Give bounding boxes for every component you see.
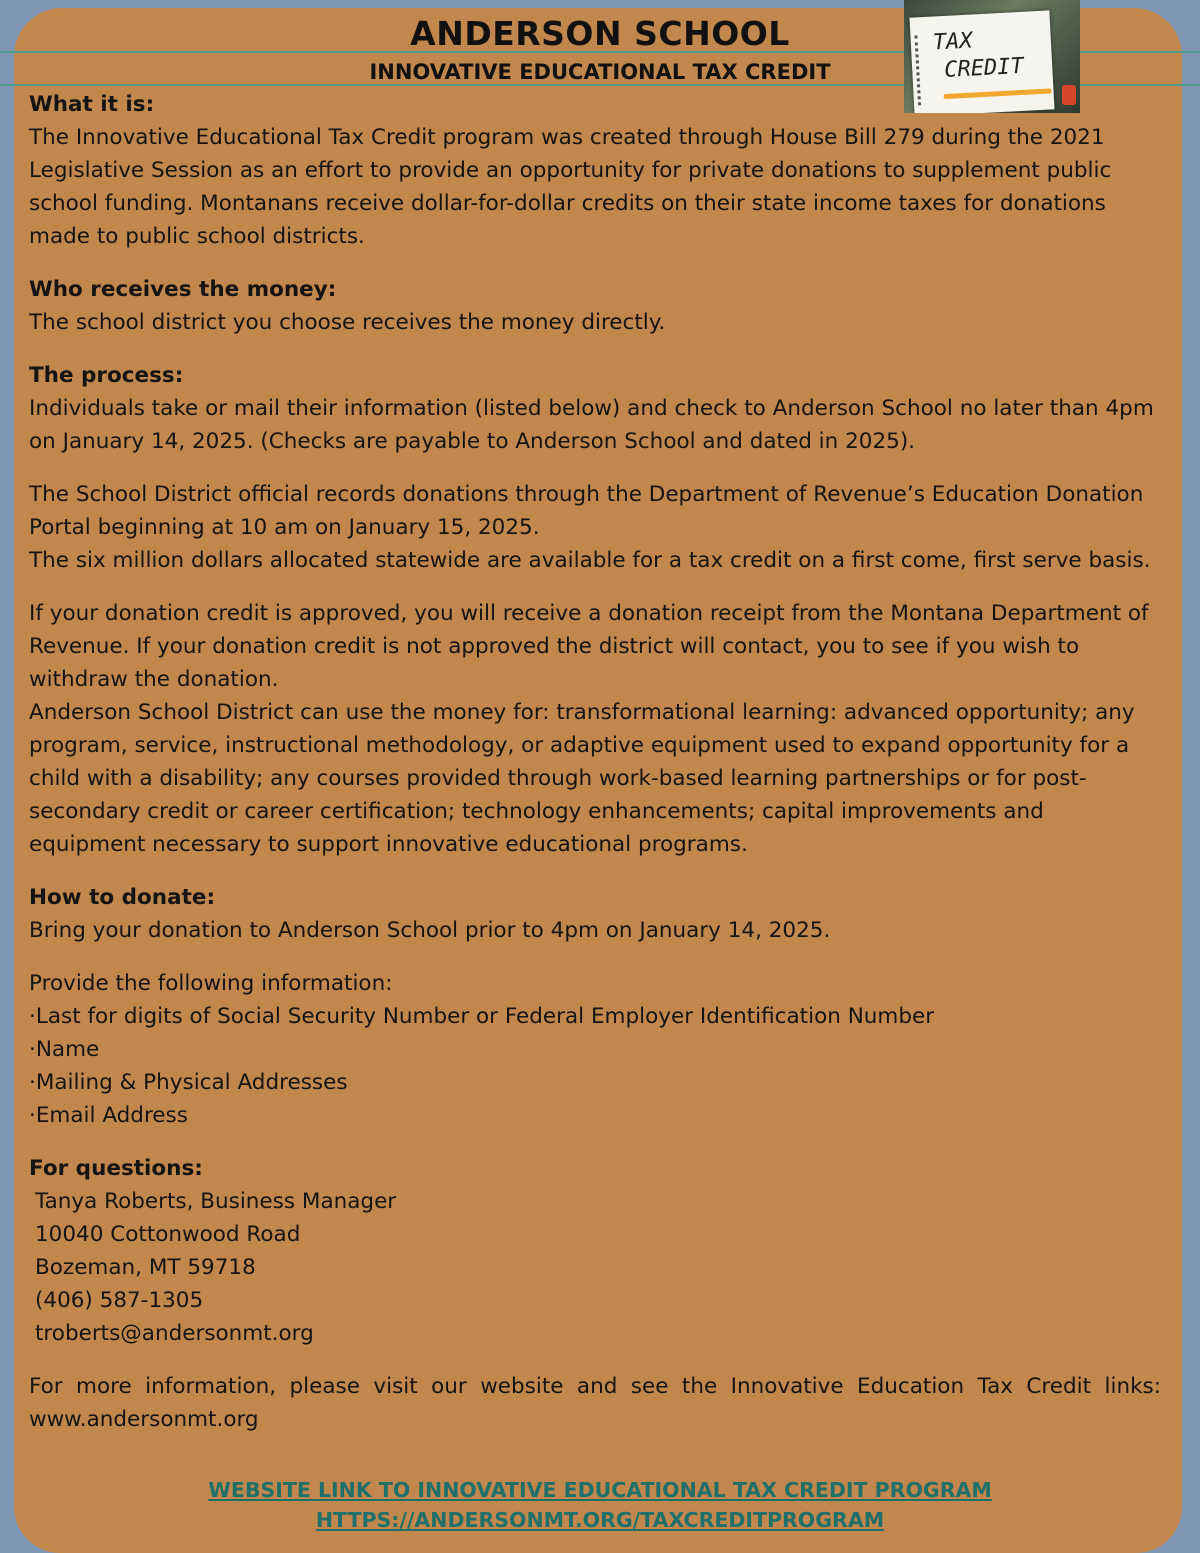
section-body: Bring your donation to Anderson School prior to 4pm on January 14, 2025.	[29, 918, 831, 943]
section-heading: How to donate:	[29, 885, 216, 910]
section-heading: For questions:	[29, 1156, 203, 1181]
contact-street: 10040 Cottonwood Road	[35, 1222, 301, 1247]
section-provide	[29, 967, 1161, 1132]
section-body: For more information, please visit our website and see the Innovative Education Tax Credit links: www.andersonmt.org	[29, 1374, 1161, 1432]
list-item: ·Last for digits of Social Security Number or Federal Employer Identification Number	[29, 1004, 935, 1029]
section-body: The school district you choose receives the money directly.	[29, 310, 666, 335]
program-link-label[interactable]: WEBSITE LINK TO INNOVATIVE EDUCATIONAL TAX CREDIT PROGRAM	[208, 1478, 992, 1502]
section-body: The Innovative Educational Tax Credit program was created through House Bill 279 during the 2021 Legislative Session as an effort to provide an opportunity for private donations to supplement public school funding. Montanans receive dollar-for-dollar credits on their state income taxes for donations made to public school districts.	[29, 125, 1112, 249]
section-questions	[29, 1152, 1161, 1350]
contact-email[interactable]: troberts@andersonmt.org	[35, 1321, 314, 1346]
section-heading: The process:	[29, 363, 184, 388]
contact-phone: (406) 587-1305	[35, 1288, 204, 1313]
section-heading: Who receives the money:	[29, 277, 337, 302]
section-process-approval	[29, 597, 1161, 861]
photo-text-credit: CREDIT	[943, 53, 1025, 83]
photo-text-tax: TAX	[932, 28, 974, 56]
contact-city: Bozeman, MT 59718	[35, 1255, 256, 1280]
page-subtitle: INNOVATIVE EDUCATIONAL TAX CREDIT	[369, 60, 831, 84]
section-heading: What it is:	[29, 92, 155, 117]
section-body: The six million dollars allocated statewide are available for a tax credit on a first come, first serve basis.	[29, 548, 1151, 573]
section-what	[29, 88, 1161, 253]
provide-intro: Provide the following information:	[29, 971, 393, 996]
flyer-content	[29, 88, 1161, 1456]
program-link-url[interactable]: HTTPS://ANDERSONMT.ORG/TAXCREDITPROGRAM	[315, 1508, 885, 1532]
section-how	[29, 881, 1161, 947]
section-who	[29, 273, 1161, 339]
list-item: ·Email Address	[29, 1103, 188, 1128]
section-process	[29, 359, 1161, 458]
contact-name: Tanya Roberts, Business Manager	[35, 1189, 397, 1214]
list-item: ·Mailing & Physical Addresses	[29, 1070, 348, 1095]
section-body: If your donation credit is approved, you will receive a donation receipt from the Montana Department of Revenue. If your donation credit is not approved the district will contact, you to see if you wish to withdraw the donation.	[29, 601, 1149, 692]
page-title: ANDERSON SCHOOL	[410, 14, 790, 53]
section-more-info	[29, 1370, 1161, 1436]
section-body: The School District official records donations through the Department of Revenue’s Education Donation Portal beginning at 10 am on January 15, 2025.	[29, 482, 1144, 540]
section-process-records	[29, 478, 1161, 577]
list-item: ·Name	[29, 1037, 100, 1062]
section-body: Individuals take or mail their information (listed below) and check to Anderson School no later than 4pm on January 14, 2025. (Checks are payable to Anderson School and dated in 2025).	[29, 396, 1154, 454]
section-body: Anderson School District can use the money for: transformational learning: advanced opportunity; any program, service, instructional methodology, or adaptive equipment used to expand opportunity for a child with a disability; any courses provided through work-based learning partnerships or for post-secondary credit or career certification; technology enhancements; capital improvements and equipment necessary to support innovative educational programs.	[29, 700, 1135, 857]
